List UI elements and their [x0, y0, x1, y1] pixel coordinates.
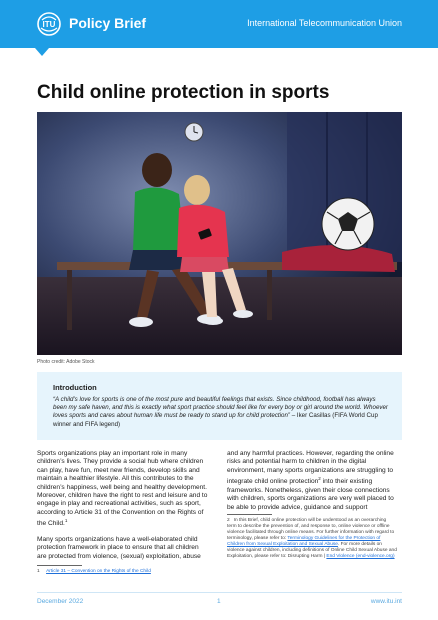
footer-date: December 2022	[37, 598, 84, 605]
paragraph	[227, 450, 399, 512]
footer-divider	[37, 592, 402, 593]
header-notch	[35, 48, 49, 56]
itu-logo-icon	[35, 10, 63, 38]
footnote-link[interactable]: End Violence (end-violence.org)	[326, 554, 395, 559]
logo-text: ITU	[42, 20, 56, 29]
footnote-1	[37, 569, 207, 575]
footer-url[interactable]: www.itu.int	[370, 598, 402, 605]
footnote-number: 1	[37, 569, 40, 574]
introduction-quote	[53, 396, 389, 429]
body-column-left	[37, 450, 209, 568]
introduction-heading: Introduction	[53, 383, 97, 392]
quote-attribution: – Iker Casillas (FIFA World Cup winner and FIFA legend)	[53, 412, 378, 428]
paragraph-text: Sports organizations play an important role in many children’s lives. They provide a social hub where children can play, have fun, meet new friends, develop skills and maintain a healthier lifestyle. All this contributes to the children’s happiness, well being and healthy development. Moreover, children have the right to rest and leisure and to engage in play and recreational activities, such as sport, according to Article 31 of the Convention on the Rights of the Child.	[37, 450, 208, 528]
page-title: Child online protection in sports	[37, 82, 330, 103]
series-label: Policy Brief	[69, 15, 147, 31]
body-column-right	[227, 450, 399, 519]
footnote-divider	[227, 514, 272, 515]
footnote-text: In this Brief, child online protection will be understood as an overarching term to describe the prevention of, and response to, online violence or offline violence facilitated through online means. For further information with regard to terminology, please refer to:	[227, 518, 395, 541]
page-number: 1	[217, 598, 221, 605]
paragraph-text: into their existing frameworks. Nonetheless, given their close connections with children, sports organizations are very well placed to be able to provide advice, guidance and support	[227, 478, 394, 511]
footnote-2	[227, 518, 397, 560]
organization-name: International Telecommunication Union	[247, 18, 402, 28]
paragraph-text: and any harmful practices. However, regarding the online risks and potential harm to children in the digital environment, many sports organizations are struggling to integrate child online protection	[227, 450, 394, 486]
footnote-text: . For more details on violence against children, including definitions of Online Child Sexual Abuse and Exploitation, please refer to: Disrupting Harm |	[227, 542, 397, 559]
paragraph: Many sports organizations have a well-elaborated child protection framework in place to ensure that all children are protected from violence, (sexual) exploitation, abuse	[37, 535, 201, 560]
footnote-number: 2	[227, 518, 230, 523]
introduction-box	[37, 372, 402, 440]
quote-text: “A child’s love for sports is one of the most pure and beautiful feelings that exists. Since childhood, football has always been my safe haven, and this is exactly what sport practice should feel like for every boy or girl around the world. Whoever loves sports and cares about human life must be ready to stand up for child protection”	[53, 396, 388, 420]
footnote-link[interactable]: Article 31 – Convention on the Rights of the Child	[46, 569, 151, 574]
header-banner	[0, 0, 438, 48]
photo-credit: Photo credit: Adobe Stock	[37, 359, 95, 365]
footnote-ref: 1	[64, 518, 68, 524]
footnote-divider	[37, 565, 82, 566]
hero-photo	[37, 112, 402, 355]
paragraph	[37, 450, 209, 529]
footnote-link[interactable]: Terminology Guidelines for the Protection of Children from Sexual Exploitation and Sexual Abuse	[227, 536, 381, 547]
footnote-ref: 2	[318, 476, 321, 482]
